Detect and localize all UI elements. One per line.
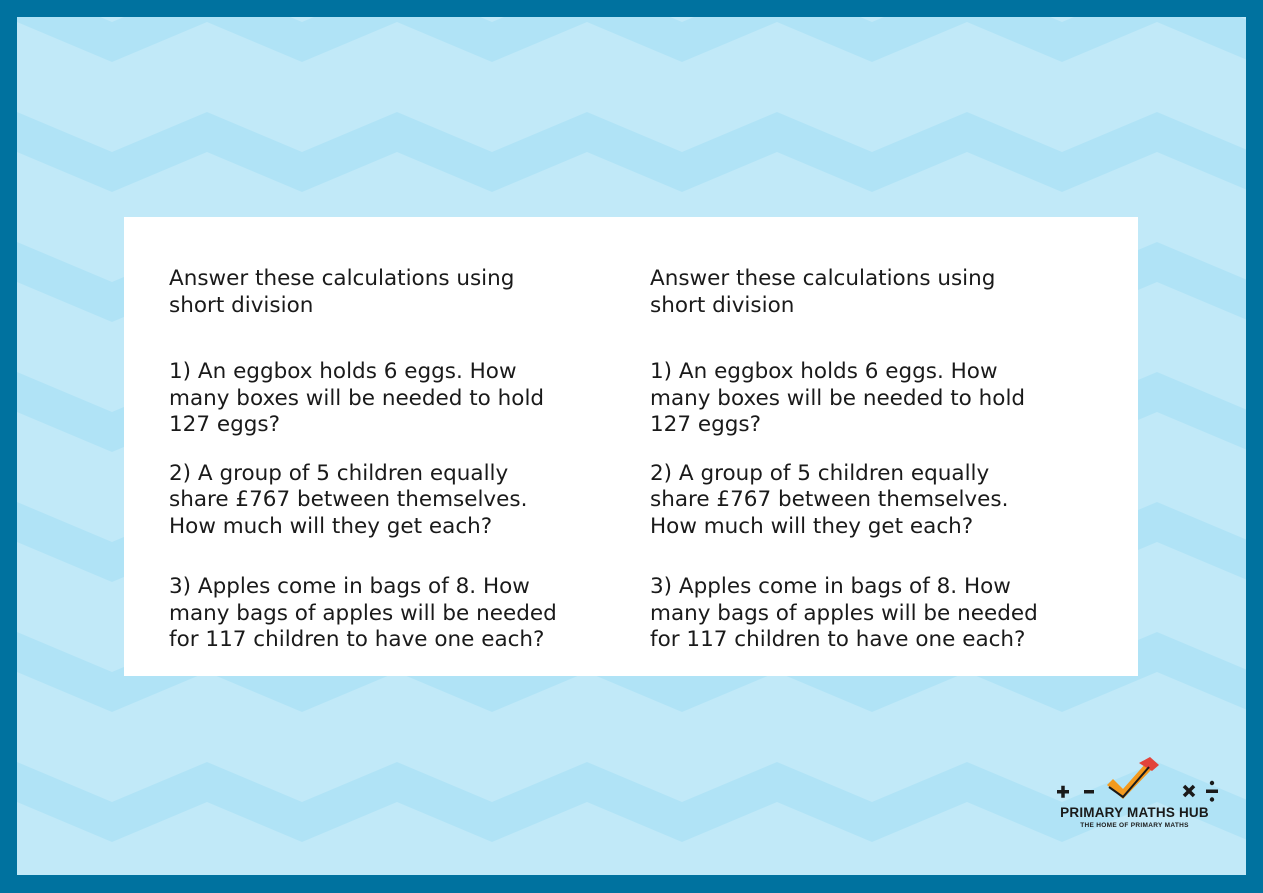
question-2: 2) A group of 5 children equally share £767 between themselves. How much will they get each? bbox=[650, 460, 1009, 539]
plus-icon bbox=[1057, 786, 1069, 798]
question-2: 2) A group of 5 children equally share £767 between themselves. How much will they get each? bbox=[169, 460, 528, 539]
minus-icon bbox=[1084, 790, 1094, 794]
instruction-text: Answer these calculations using short division bbox=[169, 266, 515, 318]
worksheet-column-left bbox=[169, 266, 589, 654]
question-3: 3) Apples come in bags of 8. How many bags of apples will be needed for 117 children to have one each? bbox=[650, 574, 1038, 652]
logo-tagline: THE HOME OF PRIMARY MATHS bbox=[1080, 822, 1189, 829]
question-1: 1) An eggbox holds 6 eggs. How many boxes will be needed to hold 127 eggs? bbox=[650, 359, 1026, 437]
instruction-text: Answer these calculations using short division bbox=[650, 266, 996, 318]
slide-background bbox=[17, 17, 1246, 875]
logo-symbols bbox=[1047, 757, 1222, 807]
times-icon bbox=[1184, 786, 1194, 796]
question-3: 3) Apples come in bags of 8. How many bags of apples will be needed for 117 children to have one each? bbox=[169, 574, 557, 652]
divide-icon bbox=[1206, 781, 1218, 802]
primary-maths-hub-logo bbox=[1047, 757, 1222, 835]
worksheet-column-right bbox=[650, 266, 1070, 654]
check-icon bbox=[1107, 757, 1159, 799]
question-1: 1) An eggbox holds 6 eggs. How many boxes will be needed to hold 127 eggs? bbox=[169, 359, 545, 437]
logo-title: PRIMARY MATHS HUB bbox=[1060, 805, 1209, 820]
worksheet-card bbox=[124, 217, 1138, 676]
